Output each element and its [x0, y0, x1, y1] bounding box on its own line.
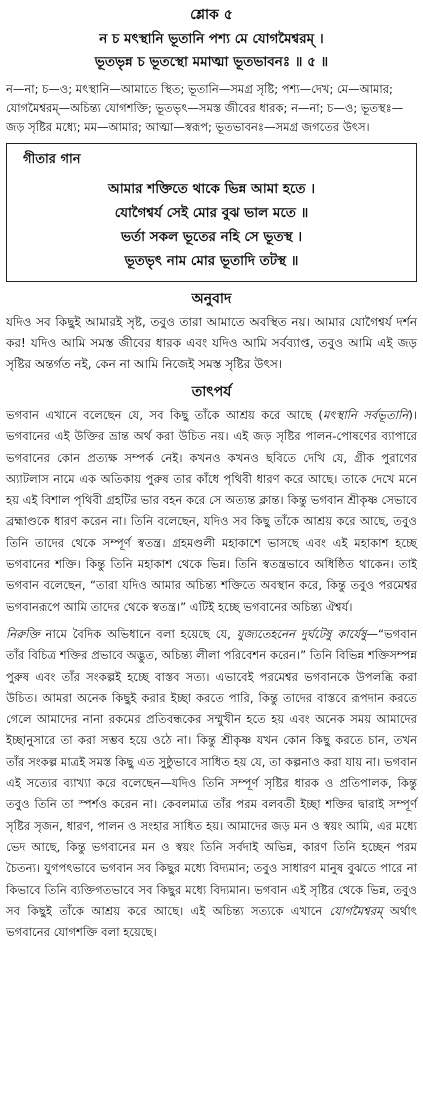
song-title: গীতার গান: [23, 152, 81, 167]
purport-text: নামে বৈদিক অভিধানে বলা হয়েছে যে,: [39, 626, 237, 641]
verse-line: ভূতভৃন্ন চ ভূতস্থো মমাত্মা ভূতভাবনঃ ॥ ৫ ॥: [94, 54, 329, 70]
purport-text: )। ভগবানের এই উক্তির ভ্রান্ত অর্থ করা উচিত নয়। এই জড় সৃষ্টির পালন-পোষণের ব্যাপারে ভগবানের কোন প্রত্যক্ষ সম্পর্ক নেই। কখনও কখনও ছবিতে দেখি যে, গ্রীক পুরাণের অ্যাটলাস নামে এক অতিকায় পুরুষ তার কাঁধে পৃথিবী ধারণ করে আছে। তাকে দেখে মনে হয় এই বিশাল পৃথিবী গ্রহটির ভার বহন করে সে অত্যন্ত ক্লান্ত। কিন্তু ভগবান শ্রীকৃষ্ণ সেভাবে ব্রহ্মাণ্ডকে ধারণ করেন না। তিনি বলেছেন, যদিও সব কিছু তাঁকে আশ্রয় করে আছে, তবুও তিনি তাদের থেকে সম্পূর্ণ স্বতন্ত্র। গ্রহমণ্ডলী মহাকাশে ভাসছে এবং এই মহাকাশ হচ্ছে ভগবানের শক্তি। কিন্তু তিনি মহাকাশ থেকে ভিন্ন। তিনি স্বতন্ত্রভাবে অধিষ্ঠিত থাকেন। তাই ভগবান বলেছেন, “তারা যদিও আমার অচিন্ত্য শক্তিতে অবস্থান করে, কিন্তু তবুও পরমেশ্বর ভগবানরূপে আমি তাদের থেকে স্বতন্ত্র।” এটিই হচ্ছে ভগবানের অচিন্ত্য ঐশ্বর্য।: [6, 408, 417, 614]
translation-title: অনুবাদ: [191, 291, 232, 307]
sanskrit-verse: [6, 28, 417, 74]
song-verses: [15, 177, 408, 273]
purport-title: তাৎপর্য: [191, 384, 232, 400]
song-line: ভর্তা সকল ভূতের নহি সে ভূতস্থ ।: [120, 229, 303, 245]
verse-line: ন চ মৎস্থানি ভূতানি পশ্য মে যোগমৈশ্বরম্ ।: [99, 31, 324, 47]
song-line: ভূতভৃৎ নাম মোর ভূতাদি তটস্থ ॥: [124, 253, 299, 269]
sanskrit-term: যোগমৈশ্বরম্: [329, 903, 383, 918]
song-line: যোগৈশ্বর্য সেই মোর বুঝ ভাল মতে ॥: [114, 205, 309, 221]
purport-text: ভগবান এখানে বলেছেন যে, সব কিছু তাঁকে আশ্রয় করে আছে (: [6, 408, 323, 422]
shloka-heading: শ্লোক ৫: [190, 7, 233, 23]
sanskrit-quote: মৎস্থানি সর্বভূতানি: [322, 408, 409, 422]
sanskrit-quote: যুজ্যতেহনেন দুর্ঘটেষু কার্যেষু: [236, 626, 367, 641]
purport-paragraph-2: [6, 624, 417, 943]
translation-text: যদিও সব কিছুই আমারই সৃষ্ট, তবুও তারা আমাতে অবস্থিত নয়। আমার যোগৈশ্বর্য দর্শন কর! যদিও আমি সমস্ত জীবের ধারক এবং যদিও আমি সর্বব্যাপ্ত, তবুও আমি এই জড় সৃষ্টির অন্তর্গত নই, কেন না আমি নিজেই সমস্ত সৃষ্টির উৎস।: [6, 315, 417, 371]
sanskrit-term: নিরুক্তি: [6, 626, 40, 641]
song-line: আমার শক্তিতে থাকে ভিন্ন আমা হতে ।: [107, 181, 316, 197]
purport-text: অর্থাৎ ভগবানের যোগশক্তি বলা হয়েছে।: [6, 903, 417, 940]
purport-paragraph-1: [6, 405, 417, 618]
word-meanings: ন—না; চ—ও; মৎস্থানি—আমাতে স্থিত; ভূতানি—সমগ্র সৃষ্টি; পশ্য—দেখ; মে—আমার; যোগমৈশ্বরম্—অচিন্ত্য যোগশক্তি; ভূতভৃৎ—সমস্ত জীবের ধারক; ন—না; চ—ও; ভূতস্থঃ—জড় সৃষ্টির মধ্যে; মম—আমার; আত্মা—স্বরূপ; ভূতভাবনঃ—সমগ্র জগতের উৎস।: [6, 82, 404, 134]
purport-text: —“ভগবান তাঁর বিচিত্র শক্তির প্রভাবে অদ্ভুত, অচিন্ত্য লীলা পরিবেশন করেন।” তিনি বিভিন্ন শক্তিসম্পন্ন পুরুষ এবং তাঁর সংকল্পই হচ্ছে বাস্তব সত্য। এভাবেই পরমেশ্বর ভগবানকে উপলব্ধি করা উচিত। আমরা অনেক কিছুই করার ইচ্ছা করতে পারি, কিন্তু তাদের বাস্তবে রূপদান করতে গেলে আমাদের নানা রকমের প্রতিবন্ধকের সম্মুখীন হতে হয় এবং অনেক সময় আমাদের ইচ্ছানুসারে তা করা সম্ভব হয়ে ওঠে না। কিন্তু শ্রীকৃষ্ণ যখন কোন কিছু করতে চান, তখন তাঁর সংকল্প মাত্রই সমস্ত কিছু এত সুষ্ঠুভাবে সাধিত হয় যে, তা কল্পনাও করা যায় না। ভগবান এই সত্যের ব্যাখ্যা করে বলেছেন—যদিও তিনি সম্পূর্ণ সৃষ্টির ধারক ও প্রতিপালক, কিন্তু তবুও তিনি তা স্পর্শও করেন না। কেবলমাত্র তাঁর পরম বলবতী ইচ্ছা শক্তির দ্বারাই সম্পূর্ণ সৃষ্টির সৃজন, ধারণ, পালন ও সংহার সাধিত হয়। আমাদের জড় মন ও স্বয়ং আমি, এর মধ্যে ভেদ আছে, কিন্তু ভগবানের মন ও স্বয়ং তিনি সর্বদাই অভিন্ন, কারণ তিনি হচ্ছেন পরম চৈতন্য। যুগপৎভাবে ভগবান সব কিছুর মধ্যে বিদ্যমান; তবুও সাধারণ মানুষ বুঝতে পারে না কিভাবে তিনি ব্যক্তিগতভাবে সব কিছুর মধ্যে বিদ্যমান। ভগবান এই সৃষ্টির থেকে ভিন্ন, তবুও সব কিছুই তাঁকে আশ্রয় করে আছে। এই অচিন্ত্য সত্যকে এখানে: [6, 626, 417, 918]
song-box: [6, 143, 417, 282]
